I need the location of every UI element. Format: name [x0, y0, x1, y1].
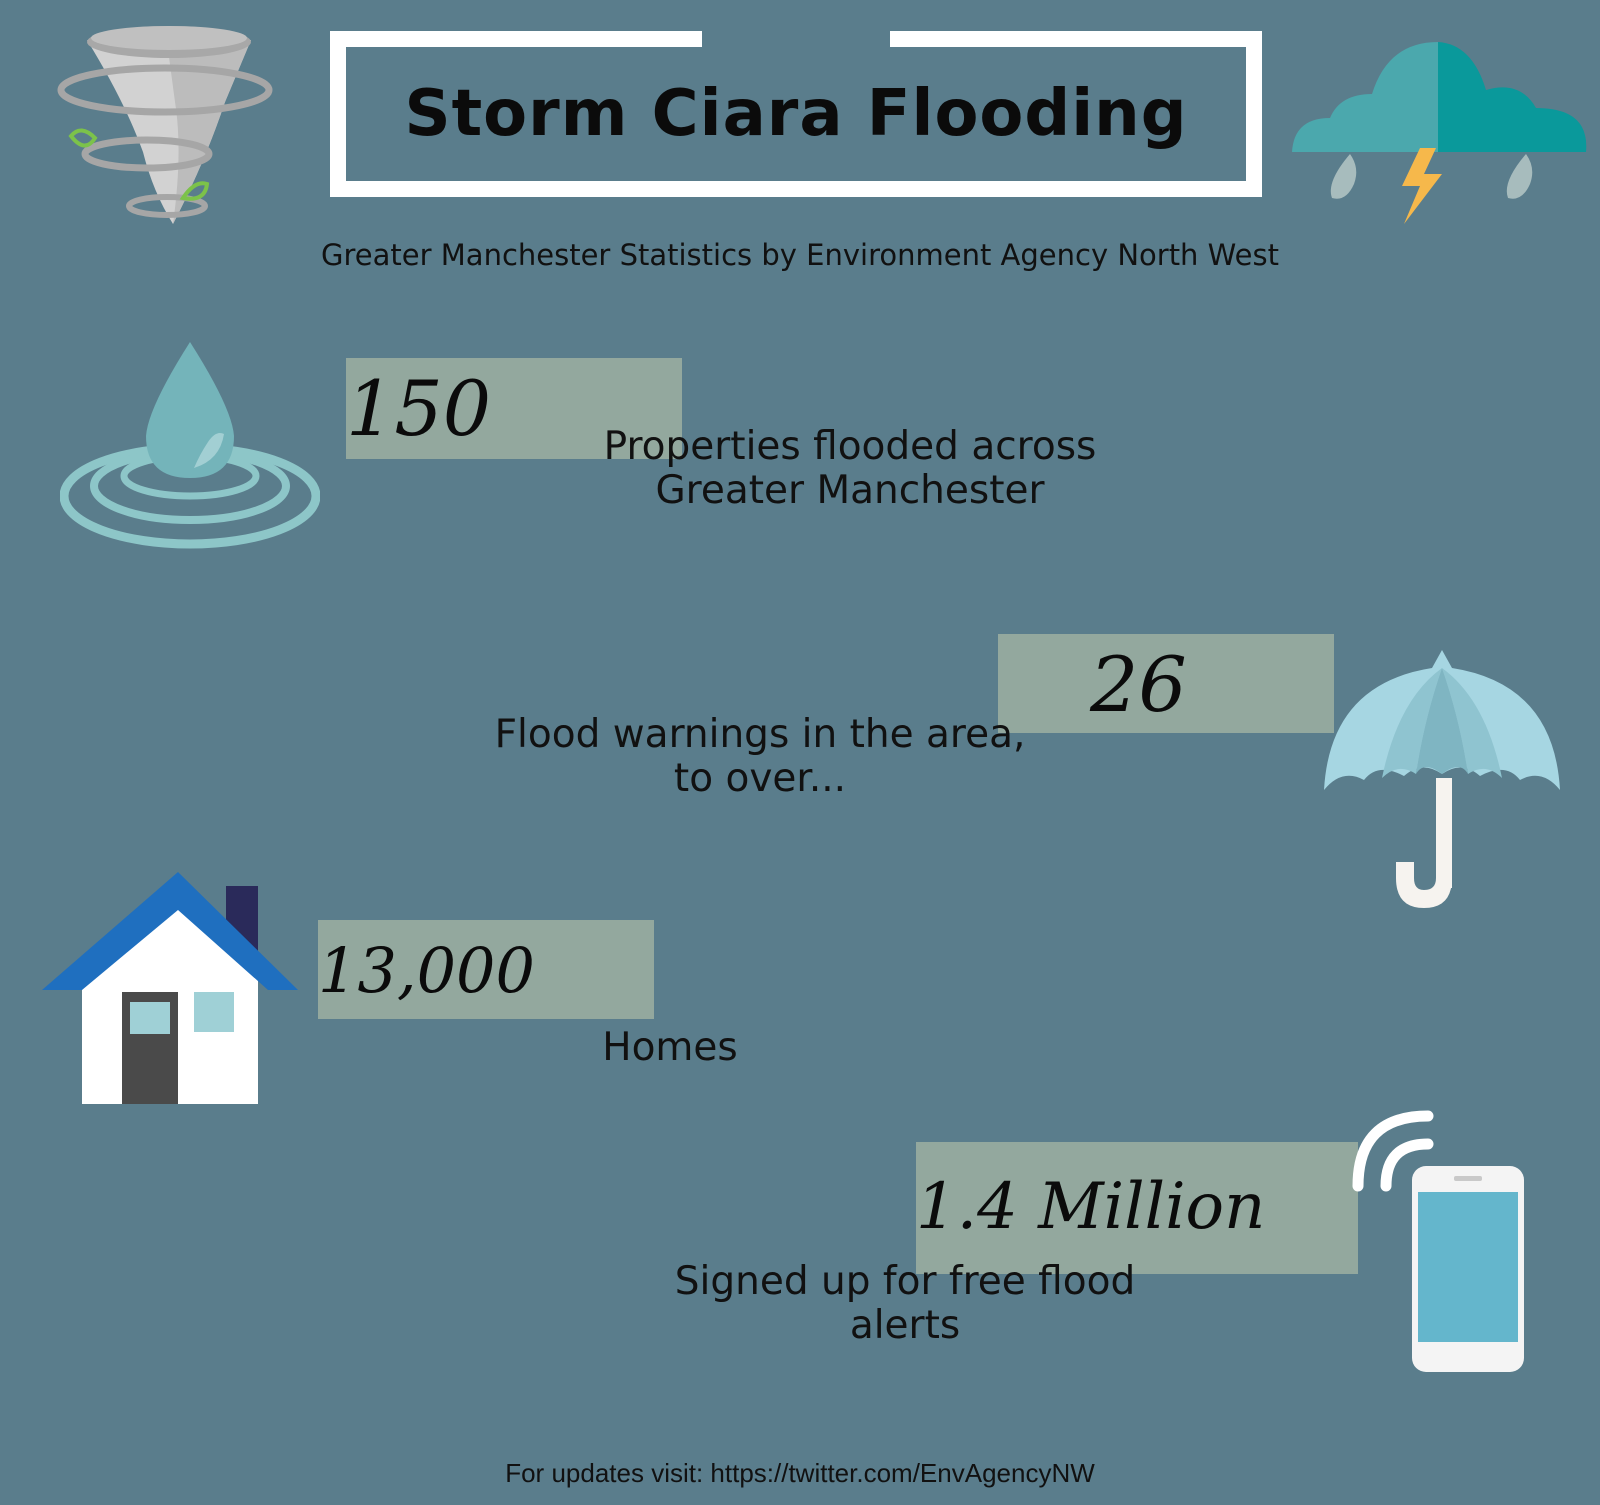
water-drop-icon: [60, 338, 320, 558]
stat-value: 1.4 Million: [916, 1170, 1266, 1244]
stat-label-line: Signed up for free flood: [674, 1259, 1136, 1304]
stat-label-line: Greater Manchester: [655, 468, 1045, 513]
stat-label-line: Homes: [602, 1025, 738, 1070]
stat-label-line: Properties flooded across: [603, 424, 1097, 469]
stat-label: [540, 425, 1160, 513]
stat-value: 150: [346, 364, 492, 453]
footer-link[interactable]: For updates visit: https://twitter.com/EnvAgencyNW: [505, 1458, 1095, 1488]
storm-cloud-icon: [1290, 38, 1590, 228]
page-title: Storm Ciara Flooding: [404, 77, 1188, 151]
stat-label: [440, 713, 1080, 801]
stat-label-line: to over...: [673, 756, 847, 801]
stat-value: 26: [1090, 640, 1187, 729]
tornado-icon: [55, 12, 280, 232]
umbrella-icon: [1320, 650, 1565, 910]
stat-value: 13,000: [318, 934, 535, 1007]
stat-label-line: Flood warnings in the area,: [494, 712, 1026, 757]
stat-label: [600, 1260, 1210, 1348]
subtitle: Greater Manchester Statistics by Environment Agency North West: [321, 238, 1279, 272]
stat-label: [520, 1026, 820, 1070]
house-icon: [42, 870, 302, 1105]
title-frame: [330, 31, 1262, 197]
stat-value-box: [916, 1142, 1358, 1274]
stat-value-box: [318, 920, 654, 1019]
stat-label-line: alerts: [849, 1303, 961, 1348]
mobile-phone-icon: [1352, 1110, 1532, 1375]
